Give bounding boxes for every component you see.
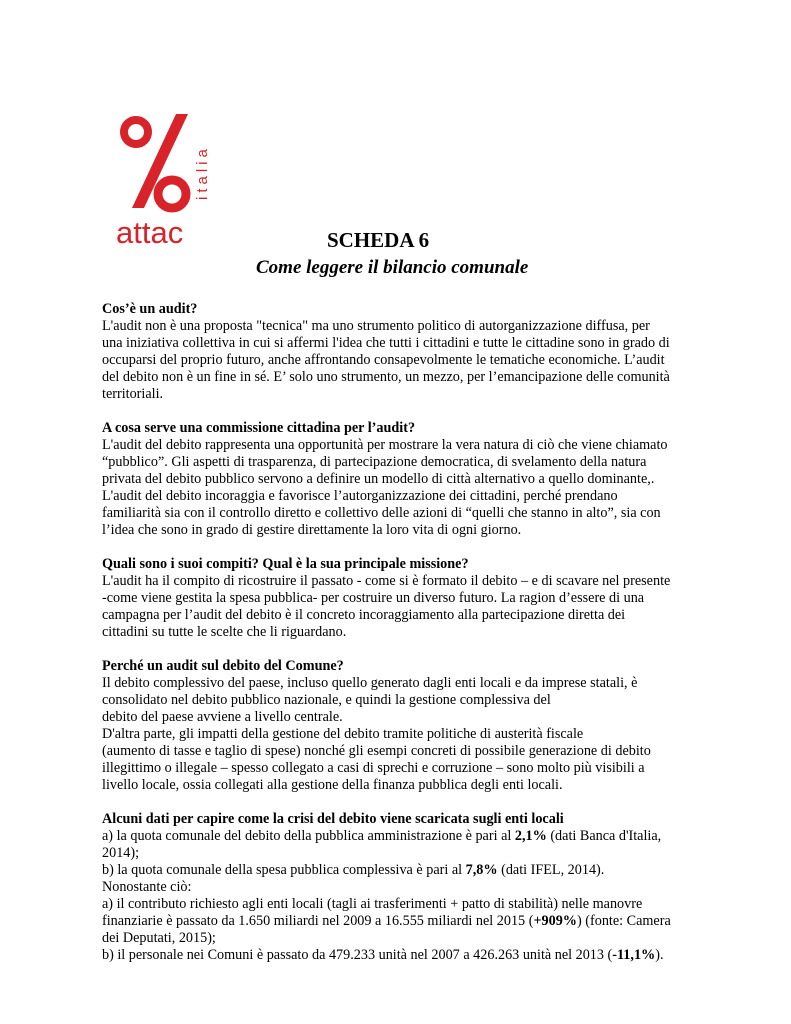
section-heading: Cos’è un audit? <box>102 301 198 317</box>
document-body <box>102 301 702 981</box>
text-line: privata del debito pubblico servono a definire un modello di città alternativo a quello dominante,. <box>102 471 655 487</box>
text-line: livello locale, ossia collegati alla gestione della finanza pubblica degli enti locali. <box>102 777 563 793</box>
text-line: 2014); <box>102 845 140 861</box>
section-heading: Quali sono i suoi compiti? Qual è la sua principale missione? <box>102 556 469 572</box>
text-line: territoriali. <box>102 386 164 402</box>
text-line: L'audit del debito incoraggia e favorisce l’autorganizzazione dei cittadini, perché prendano <box>102 488 618 504</box>
highlight-value: 2,1% <box>514 828 547 844</box>
section-commissione <box>102 420 702 539</box>
text-line: -come viene gestita la spesa pubblica- per costruire un diverso futuro. La ragion d’essere di una <box>102 590 645 606</box>
text-run: (dati IFEL, 2014). <box>497 862 605 878</box>
section-compiti <box>102 556 702 641</box>
text-run: (dati Banca d'Italia, <box>546 828 662 844</box>
text-line: Il debito complessivo del paese, incluso quello generato dagli enti locali e da imprese statali, è <box>102 675 638 691</box>
text-line: l’idea che sono in grado di gestire direttamente la loro vita di ogni giorno. <box>102 522 522 538</box>
section-heading: Alcuni dati per capire come la crisi del debito viene scaricata sugli enti locali <box>102 811 564 827</box>
text-line: a) il contributo richiesto agli enti locali (tagli ai trasferimenti + patto di stabilità) nelle manovre <box>102 896 643 912</box>
text-run: b) il personale nei Comuni è passato da 479.233 unità nel 2007 a 426.263 unità nel 2013 ( <box>102 947 613 963</box>
section-audit <box>102 301 702 403</box>
text-line: del debito non è un fine in sé. E’ solo uno strumento, un mezzo, per l’emancipazione delle comunità <box>102 369 670 385</box>
section-heading: Perché un audit sul debito del Comune? <box>102 658 344 674</box>
text-line: D'altra parte, gli impatti della gestione del debito tramite politiche di austerità fiscale <box>102 726 584 742</box>
highlight-value: -11,1% <box>612 947 656 963</box>
text-line: L'audit ha il compito di ricostruire il passato - come si è formato il debito – e di scavare nel presente <box>102 573 671 589</box>
logo-vertical-text: italia <box>194 145 211 200</box>
page-subtitle: Come leggere il bilancio comunale <box>256 257 529 278</box>
text-line: L'audit non è una proposta "tecnica" ma uno strumento politico di autorganizzazione diffusa, per <box>102 318 650 334</box>
text-run: a) la quota comunale del debito della pubblica amministrazione è pari al <box>102 828 515 844</box>
section-comune <box>102 658 702 794</box>
text-line: Nonostante ciò: <box>102 879 192 895</box>
page-title: SCHEDA 6 <box>327 228 430 252</box>
attac-logo <box>114 110 214 250</box>
text-line: familiarità sia con il controllo diretto e collettivo delle azioni di “quelli che stanno in alto”, sia con <box>102 505 661 521</box>
text-line: illegittimo o illegale – spesso collegato a casi di sprechi e corruzione – sono molto più visibili a <box>102 760 645 776</box>
text-run: ) (fonte: Camera <box>577 913 671 929</box>
text-line: una iniziativa collettiva in cui si affermi l'idea che tutti i cittadini e tutte le cittadine sono in grado di <box>102 335 670 351</box>
text-line: L'audit del debito rappresenta una opportunità per mostrare la vera natura di ciò che viene chiamato <box>102 437 668 453</box>
text-run: b) la quota comunale della spesa pubblica complessiva è pari al <box>102 862 466 878</box>
text-line <box>102 862 702 879</box>
text-run: ). <box>655 947 664 963</box>
logo-percent-circle-top <box>124 120 148 144</box>
text-line <box>102 947 702 964</box>
text-line: campagna per l’audit del debito è il concreto incoraggiamento alla partecipazione diretta dei <box>102 607 626 623</box>
text-line: consolidato nel debito pubblico nazionale, e quindi la gestione complessiva del <box>102 692 551 708</box>
section-heading: A cosa serve una commissione cittadina per l’audit? <box>102 420 416 436</box>
text-line: occuparsi del proprio futuro, anche affrontando consapevolmente le tematiche economiche. L’audit <box>102 352 665 368</box>
text-line: “pubblico”. Gli aspetti di trasparenza, di partecipazione democratica, di svelamento della natura <box>102 454 647 470</box>
logo-percent-circle-bottom <box>158 180 186 208</box>
highlight-value: +909% <box>533 913 577 929</box>
text-line: debito del paese avviene a livello centrale. <box>102 709 343 725</box>
text-line <box>102 828 702 845</box>
text-line <box>102 913 702 930</box>
highlight-value: 7,8% <box>465 862 498 878</box>
text-line: cittadini su tutte le scelte che li riguardano. <box>102 624 347 640</box>
section-dati <box>102 811 702 964</box>
text-run: finanziarie è passato da 1.650 miliardi nel 2009 a 16.555 miliardi nel 2015 ( <box>102 913 534 929</box>
text-line: (aumento di tasse e taglio di spese) nonché gli esempi concreti di possibile generazione di debito <box>102 743 651 759</box>
logo-brand-text: attac <box>116 215 184 250</box>
text-line: dei Deputati, 2015); <box>102 930 216 946</box>
